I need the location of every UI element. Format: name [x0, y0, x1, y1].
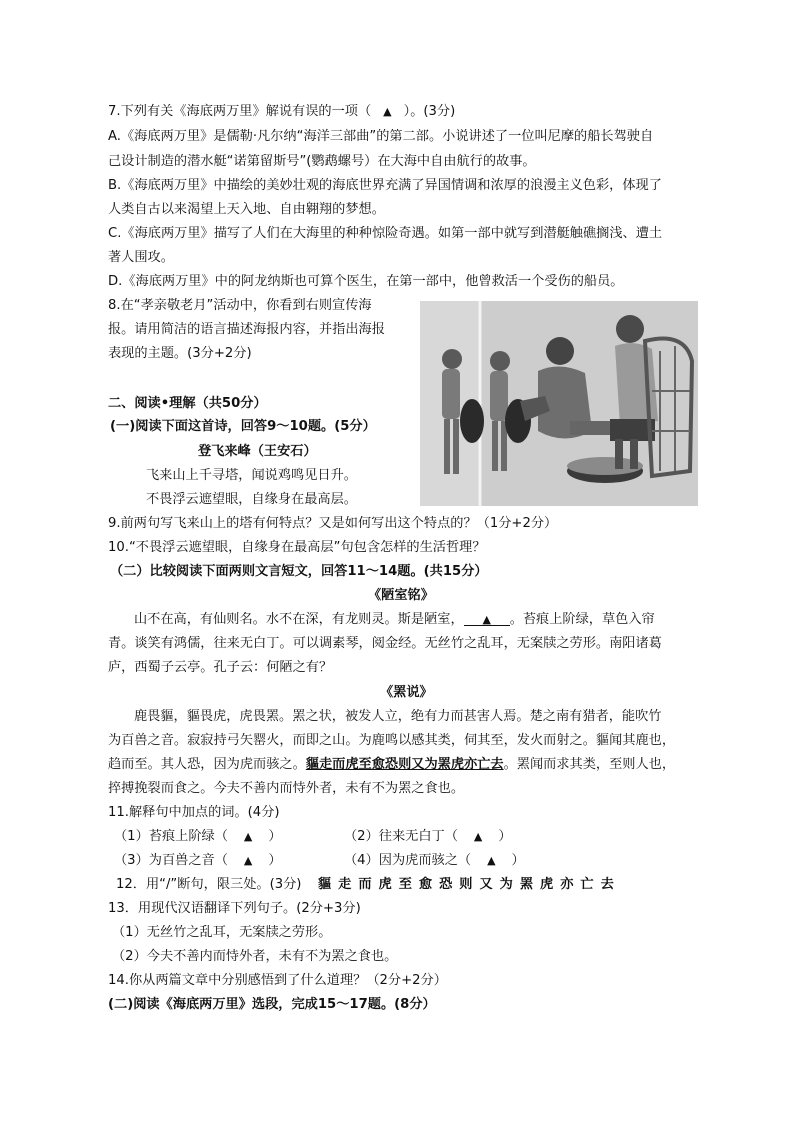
- filial-piety-poster-image: [420, 301, 698, 506]
- text1-title: 《陋室铭》: [368, 588, 434, 603]
- part3-heading: (二)阅读《海底两万里》选段，完成15～17题。(8分）: [108, 997, 436, 1012]
- q7-option-a: A.《海底两万里》是儒勒·凡尔纳“海洋三部曲”的第二部。小说讲述了一位叫尼摩的船长驾驶自: [108, 129, 654, 144]
- q8-line2: 报。请用简洁的语言描述海报内容，并指出海报: [108, 322, 385, 337]
- poem-line2: 不畏浮云遮望眼，自缘身在最高层。: [146, 492, 357, 507]
- q7-option-c-cont: 著人围攻。: [108, 250, 174, 265]
- q8-line1: 8.在“孝亲敬老月”活动中，你看到右则宣传海: [108, 298, 372, 313]
- poem-line1: 飞来山上千寻塔，闻说鸡鸣见日升。: [146, 468, 357, 483]
- q7-option-a-cont: 己设计制造的潜水艇“诺第留斯号”(鹦鹉螺号）在大海中自由航行的故事。: [108, 154, 536, 169]
- text2-line1: 鹿畏貙，貙畏虎，虎畏罴。罴之状，被发人立，绝有力而甚害人焉。楚之南有猎者，能吹竹: [134, 709, 662, 724]
- text2-line4: 捽搏挽裂而食之。今夫不善内而恃外者，未有不为罴之食也。: [108, 781, 465, 796]
- text1-line3: 庐，西蜀子云亭。孔子云：何陋之有？: [108, 660, 333, 675]
- q7-option-c: C.《海底两万里》描写了人们在大海里的种种惊险奇遇。如第一部中就写到潜艇触礁搁浅、遭土: [108, 226, 663, 241]
- q12-sentence: 貙走而虎至愈恐则又为罴虎亦亡去: [318, 877, 621, 892]
- question-12-stem: 12．用“/”断句，限三处。(3分): [116, 877, 302, 892]
- underlined-sentence: 貙走而虎至愈恐则又为罴虎亦亡去: [305, 757, 504, 772]
- text1-line2: 青。谈笑有鸿儒，往来无白丁。可以调素琴，阅金经。无丝竹之乱耳，无案牍之劳形。南阳诸葛: [108, 636, 662, 651]
- q11-item1: （1）苔痕上阶绿（ ▲ ）: [114, 829, 282, 844]
- q13-sentence2: （2）今夫不善内而恃外者，未有不为罴之食也。: [112, 949, 398, 964]
- question-9: 9.前两句写飞来山上的塔有何特点？又是如何写出这个特点的？（1分+2分）: [108, 516, 558, 531]
- text2-line2: 为百兽之音。寂寂持弓矢罂火，而即之山。为鹿鸣以感其类，伺其至，发火而射之。貙闻其鹿也，: [108, 733, 676, 748]
- text1-line1: 山不在高，有仙则名。水不在深，有龙则灵。斯是陋室， ▲ 。苔痕上阶绿，草色入帘: [134, 612, 655, 627]
- poster-illustration: [420, 301, 698, 506]
- q11-item2: （2）往来无白丁（ ▲ ）: [344, 829, 512, 844]
- question-14: 14.你从两篇文章中分别感悟到了什么道理？（2分+2分）: [108, 973, 447, 988]
- part1-heading: (一)阅读下面这首诗，回答9～10题。(5分）: [110, 419, 376, 434]
- q8-line3: 表现的主题。(3分+2分): [108, 346, 252, 361]
- text2-title: 《罴说》: [380, 685, 433, 700]
- poem-title: 登飞来峰（王安石）: [198, 444, 317, 459]
- q11-item3: （3）为百兽之音（ ▲ ）: [114, 853, 282, 868]
- part2-heading: （二）比较阅读下面两则文言短文，回答11～14题。(共15分）: [110, 564, 488, 579]
- q7-option-d: D.《海底两万里》中的阿龙纳斯也可算个医生，在第一部中，他曾救活一个受伤的船员。: [108, 274, 624, 289]
- q7-option-b-cont: 人类自古以来渴望上天入地、自由翱翔的梦想。: [108, 202, 385, 217]
- q7-stem: 7.下列有关《海底两万里》解说有误的一项（ ▲ ）。(3分): [108, 104, 456, 119]
- answer-mark: ▲: [383, 105, 392, 118]
- fill-blank: ▲: [464, 611, 510, 626]
- question-13-stem: 13．用现代汉语翻译下列句子。(2分+3分): [108, 901, 361, 916]
- q11-item4: （4）因为虎而骇之（ ▲ ）: [344, 853, 525, 868]
- question-11-stem: 11.解释句中加点的词。(4分): [108, 805, 280, 820]
- text2-line3: 趋而至。其人恐，因为虎而骇之。貙走而虎至愈恐则又为罴虎亦亡去。罴闻而求其类，至则人也，: [108, 757, 676, 772]
- q7-option-b: B.《海底两万里》中描绘的美妙壮观的海底世界充满了异国情调和浓厚的浪漫主义色彩，体现了: [108, 178, 662, 193]
- q13-sentence1: （1）无丝竹之乱耳，无案牍之劳形。: [112, 925, 332, 940]
- question-10: 10.“不畏浮云遮望眼，自缘身在最高层”句包含怎样的生活哲理？: [108, 540, 486, 555]
- section2-title: 二、阅读•理解（共50分）: [108, 396, 267, 411]
